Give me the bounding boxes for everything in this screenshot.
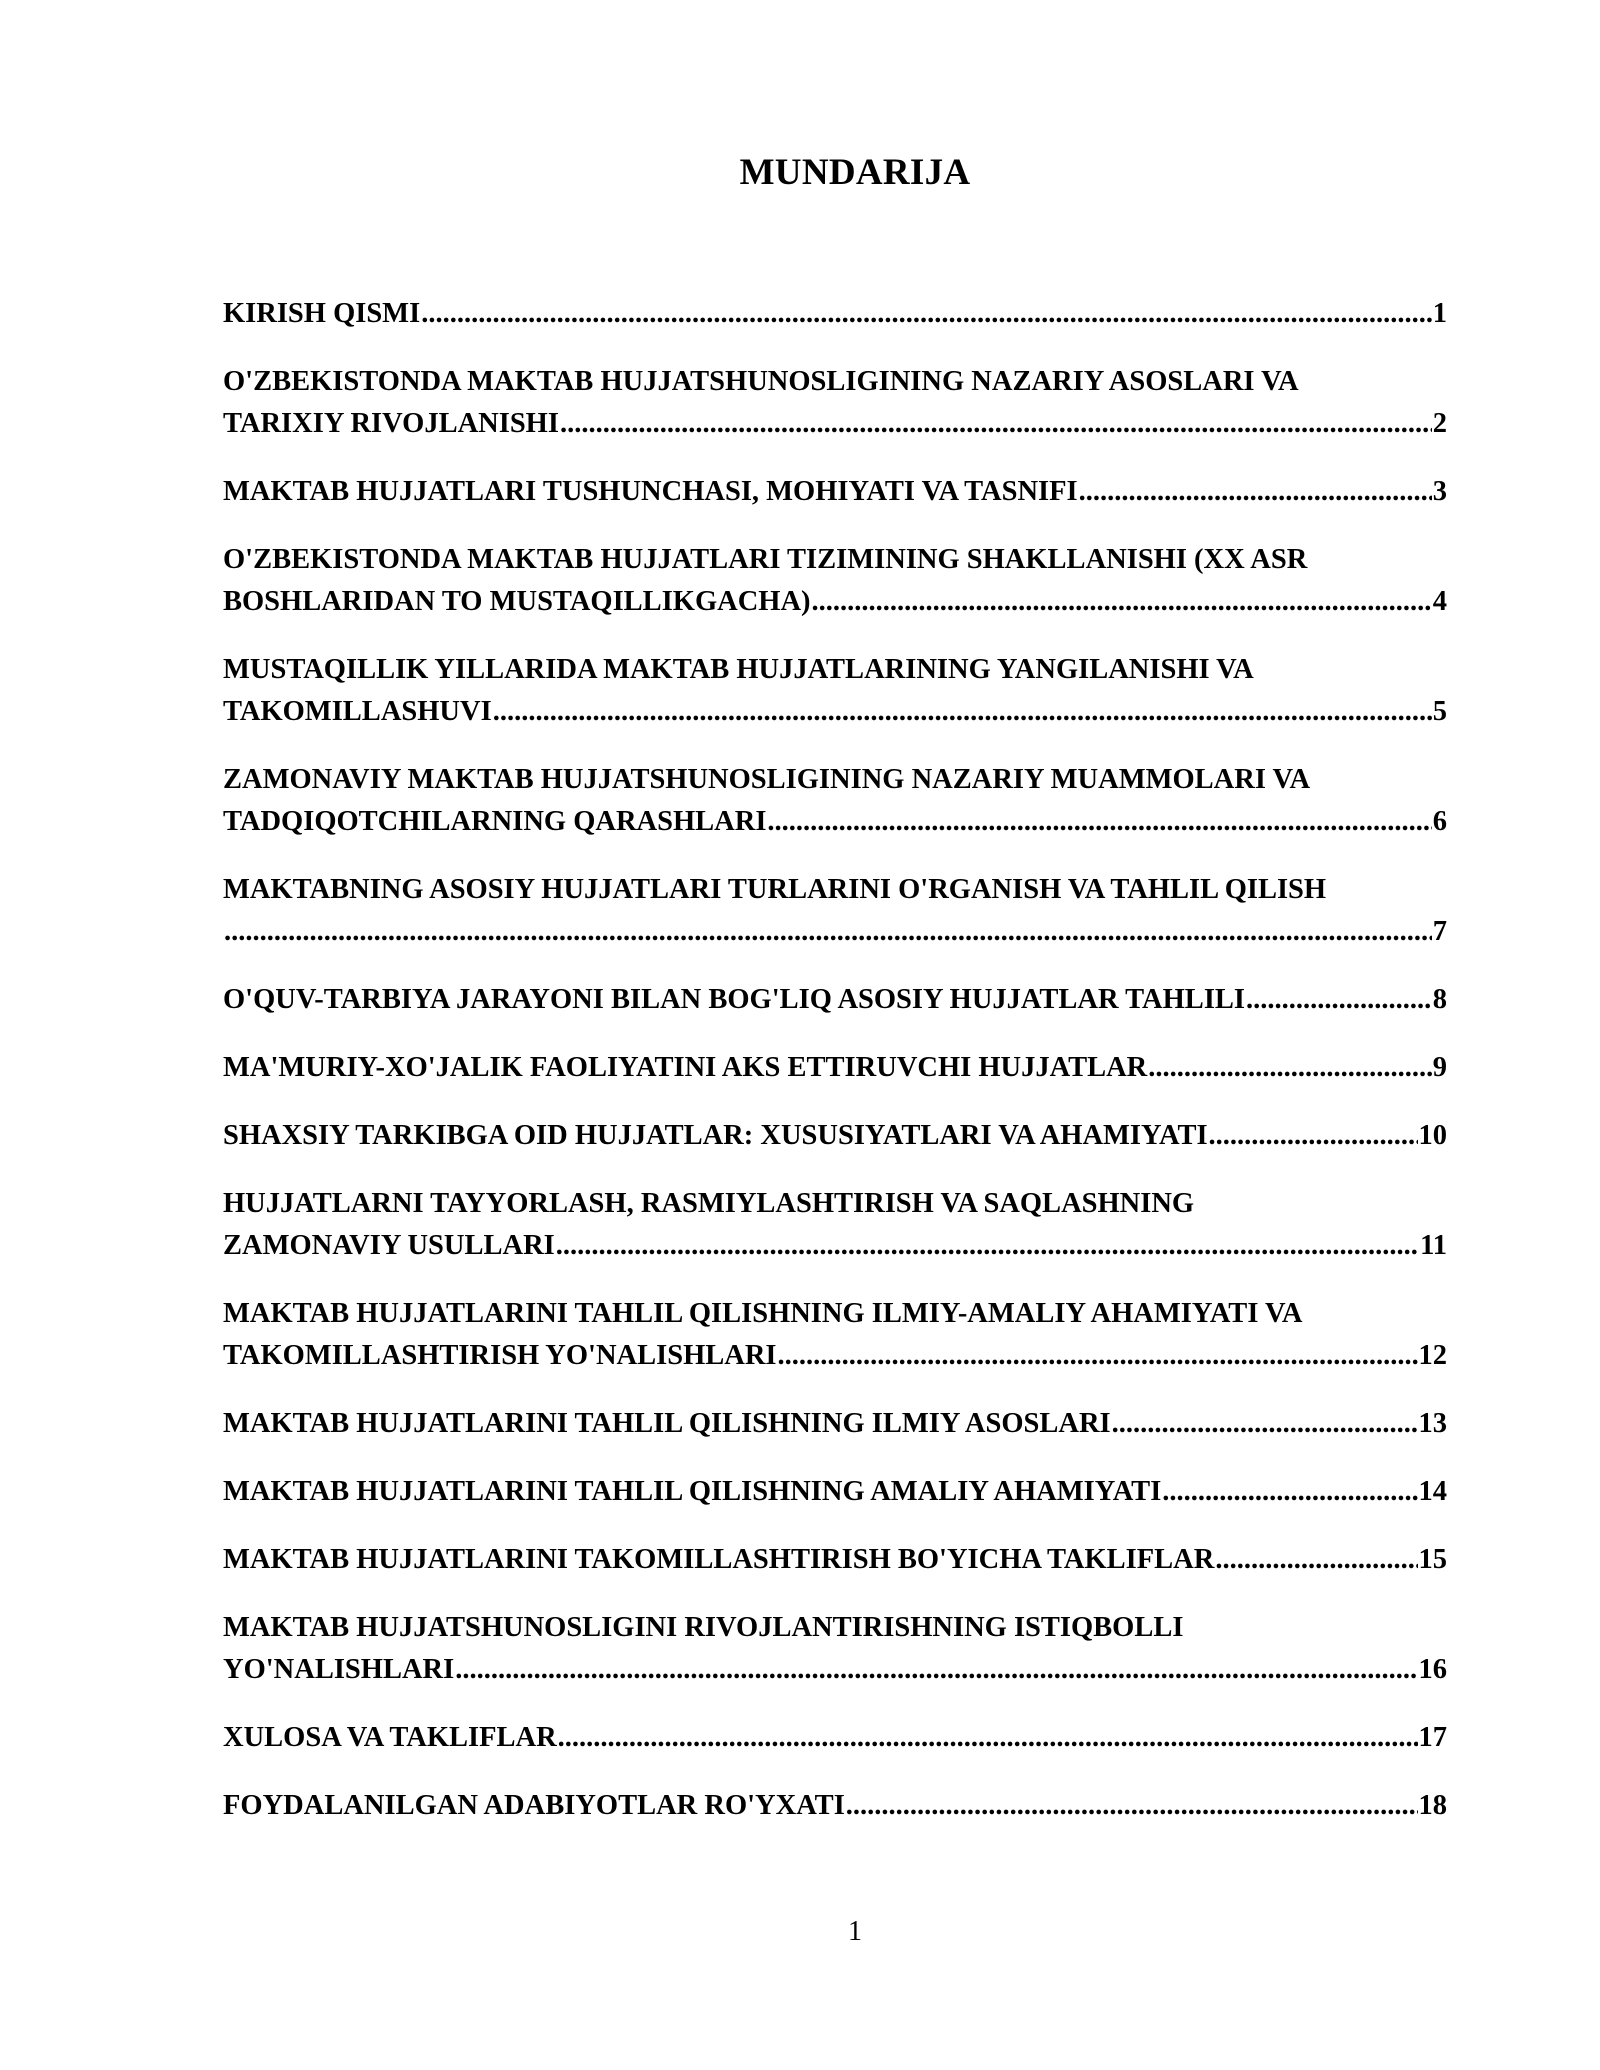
dot-leader — [1162, 1471, 1417, 1513]
toc-entry[interactable] — [223, 293, 1447, 335]
toc-entry[interactable] — [223, 471, 1447, 513]
toc-entry-title-line: XULOSA VA TAKLIFLAR — [223, 1722, 557, 1753]
dot-leader — [812, 581, 1432, 623]
toc-entry-last-line — [223, 979, 1447, 1021]
toc-entry-title-line: SHAXSIY TARKIBGA OID HUJJATLAR: XUSUSIYATLARI VA AHAMIYATI — [223, 1120, 1208, 1151]
dot-leader — [455, 1649, 1417, 1691]
toc-entry-last-line — [223, 1785, 1447, 1827]
toc-page-number: 12 — [1418, 1340, 1447, 1371]
toc-page-number: 13 — [1418, 1408, 1447, 1439]
dot-leader — [1215, 1539, 1417, 1581]
toc-page-number: 17 — [1418, 1722, 1447, 1753]
dot-leader — [224, 911, 1432, 953]
toc-entry[interactable] — [223, 649, 1447, 733]
dot-leader — [421, 293, 1432, 335]
toc-entry-title-line: TAKOMILLASHUVI — [223, 696, 492, 727]
toc-entry-title-line: MUSTAQILLIK YILLARIDA MAKTAB HUJJATLARINING YANGILANISHI VA — [223, 654, 1254, 685]
toc-entry-last-line — [223, 1225, 1447, 1267]
page-title: MUNDARIJA — [739, 152, 971, 193]
toc-entry-last-line — [223, 1717, 1447, 1759]
toc-entry-last-line — [223, 403, 1447, 445]
toc-entry-title-line: MAKTAB HUJJATLARINI TAHLIL QILISHNING ILMIY ASOSLARI — [223, 1408, 1111, 1439]
toc-entry-title-line: ZAMONAVIY USULLARI — [223, 1230, 555, 1261]
dot-leader — [560, 403, 1432, 445]
toc-entry[interactable] — [223, 539, 1447, 623]
toc-entry-title-line: TAKOMILLASHTIRISH YO'NALISHLARI — [223, 1340, 777, 1371]
toc-entry[interactable] — [223, 1047, 1447, 1089]
toc-entry-title-line: MAKTAB HUJJATLARINI TAHLIL QILISHNING AMALIY AHAMIYATI — [223, 1476, 1162, 1507]
toc-entry-last-line — [223, 293, 1447, 335]
toc-entry-last-line — [223, 581, 1447, 623]
dot-leader — [846, 1785, 1418, 1827]
page-number: 1 — [848, 1916, 862, 1947]
toc-entry[interactable] — [223, 1717, 1447, 1759]
toc-entry-title-line: MAKTAB HUJJATLARINI TAKOMILLASHTIRISH BO'YICHA TAKLIFLAR — [223, 1544, 1215, 1575]
toc-page-number: 2 — [1432, 408, 1447, 439]
toc-entry[interactable] — [223, 1607, 1447, 1691]
dot-leader — [1148, 1047, 1431, 1089]
toc-entry-title-line: FOYDALANILGAN ADABIYOTLAR RO'YXATI — [223, 1790, 845, 1821]
toc-entry[interactable] — [223, 1183, 1447, 1267]
toc-entry-last-line — [223, 471, 1447, 513]
toc-entry-title-line: MAKTAB HUJJATSHUNOSLIGINI RIVOJLANTIRISHNING ISTIQBOLLI — [223, 1612, 1184, 1643]
dot-leader — [1112, 1403, 1418, 1445]
toc-entry[interactable] — [223, 1403, 1447, 1445]
table-of-contents — [223, 293, 1447, 1853]
toc-page-number: 1 — [1432, 298, 1447, 329]
toc-entry-title-line: MAKTAB HUJJATLARI TUSHUNCHASI, MOHIYATI VA TASNIFI — [223, 476, 1078, 507]
toc-entry[interactable] — [223, 1115, 1447, 1157]
dot-leader — [1209, 1115, 1418, 1157]
toc-page-number: 3 — [1432, 476, 1447, 507]
toc-page-number: 15 — [1418, 1544, 1447, 1575]
toc-entry-title-line: TARIXIY RIVOJLANISHI — [223, 408, 559, 439]
toc-entry[interactable] — [223, 869, 1447, 953]
toc-page-number: 11 — [1420, 1230, 1447, 1261]
dot-leader — [767, 801, 1431, 843]
toc-entry-title-line: MAKTAB HUJJATLARINI TAHLIL QILISHNING ILMIY-AMALIY AHAMIYATI VA — [223, 1298, 1303, 1329]
toc-entry[interactable] — [223, 1293, 1447, 1377]
toc-entry[interactable] — [223, 1539, 1447, 1581]
toc-entry-title-line: YO'NALISHLARI — [223, 1654, 455, 1685]
toc-entry-title-line: O'QUV-TARBIYA JARAYONI BILAN BOG'LIQ ASOSIY HUJJATLAR TAHLILI — [223, 984, 1246, 1015]
toc-page-number: 7 — [1432, 916, 1447, 947]
toc-page-number: 4 — [1432, 586, 1447, 617]
toc-entry-last-line — [223, 1471, 1447, 1513]
toc-entry-last-line — [223, 1539, 1447, 1581]
toc-entry-last-line — [223, 691, 1447, 733]
toc-page-number: 10 — [1418, 1120, 1447, 1151]
toc-entry-title-line: ZAMONAVIY MAKTAB HUJJATSHUNOSLIGINING NAZARIY MUAMMOLARI VA — [223, 764, 1311, 795]
toc-page-number: 8 — [1432, 984, 1447, 1015]
toc-page-number: 18 — [1418, 1790, 1447, 1821]
toc-entry-title-line: O'ZBEKISTONDA MAKTAB HUJJATLARI TIZIMINING SHAKLLANISHI (XX ASR — [223, 544, 1308, 575]
toc-entry-title-line: MAKTABNING ASOSIY HUJJATLARI TURLARINI O'RGANISH VA TAHLIL QILISH — [223, 874, 1327, 905]
toc-entry-title-line: O'ZBEKISTONDA MAKTAB HUJJATSHUNOSLIGINING NAZARIY ASOSLARI VA — [223, 366, 1299, 397]
toc-entry-last-line — [223, 801, 1447, 843]
dot-leader — [778, 1335, 1418, 1377]
toc-page-number: 9 — [1432, 1052, 1447, 1083]
toc-page-number: 5 — [1432, 696, 1447, 727]
toc-page-number: 14 — [1418, 1476, 1447, 1507]
dot-leader — [556, 1225, 1419, 1267]
dot-leader — [1079, 471, 1432, 513]
toc-entry-title-line: TADQIQOTCHILARNING QARASHLARI — [223, 806, 767, 837]
toc-entry-last-line — [223, 911, 1447, 953]
toc-page-number: 16 — [1418, 1654, 1447, 1685]
dot-leader — [1246, 979, 1432, 1021]
toc-entry-title-line: MA'MURIY-XO'JALIK FAOLIYATINI AKS ETTIRUVCHI HUJJATLAR — [223, 1052, 1148, 1083]
toc-entry-title-line: HUJJATLARNI TAYYORLASH, RASMIYLASHTIRISH VA SAQLASHNING — [223, 1188, 1195, 1219]
dot-leader — [493, 691, 1432, 733]
toc-entry-title-line: KIRISH QISMI — [223, 298, 421, 329]
toc-entry-last-line — [223, 1649, 1447, 1691]
dot-leader — [558, 1717, 1418, 1759]
toc-entry-last-line — [223, 1335, 1447, 1377]
toc-entry-title-line: BOSHLARIDAN TO MUSTAQILLIKGACHA) — [223, 586, 811, 617]
toc-entry-last-line — [223, 1403, 1447, 1445]
toc-entry[interactable] — [223, 759, 1447, 843]
toc-entry[interactable] — [223, 1471, 1447, 1513]
toc-page-number: 6 — [1432, 806, 1447, 837]
toc-entry[interactable] — [223, 361, 1447, 445]
toc-entry-last-line — [223, 1115, 1447, 1157]
toc-entry-last-line — [223, 1047, 1447, 1089]
toc-entry[interactable] — [223, 979, 1447, 1021]
toc-entry[interactable] — [223, 1785, 1447, 1827]
